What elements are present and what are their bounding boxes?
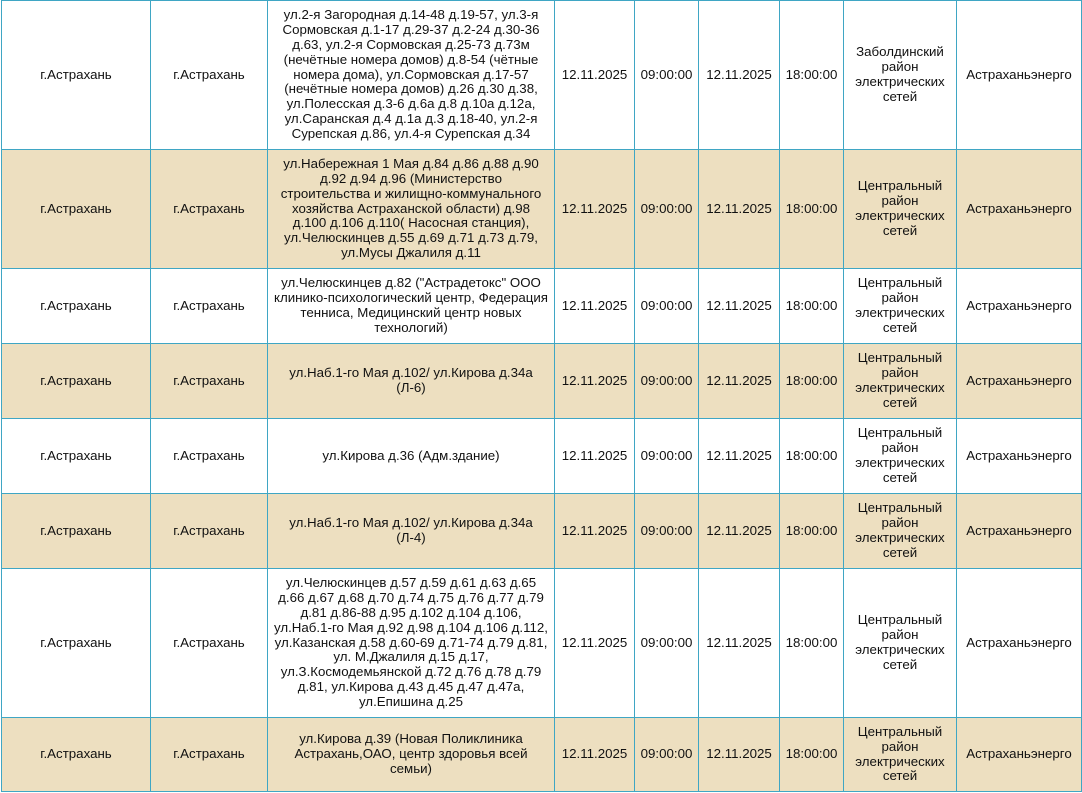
end-time-cell: 18:00:00 xyxy=(780,269,844,344)
end-date-cell: 12.11.2025 xyxy=(699,718,780,792)
end-date-cell: 12.11.2025 xyxy=(699,494,780,569)
end-date-cell: 12.11.2025 xyxy=(699,344,780,419)
region-cell: г.Астрахань xyxy=(2,1,151,150)
end-date-cell: 12.11.2025 xyxy=(699,1,780,150)
company-cell: Астраханьэнерго xyxy=(957,344,1082,419)
table-row xyxy=(2,419,1082,494)
city-cell: г.Астрахань xyxy=(151,494,268,569)
start-time-cell: 09:00:00 xyxy=(635,419,699,494)
address-cell: ул.Челюскинцев д.82 ("Астрадетокс" ООО клинико-психологический центр, Федерация тенниса, Медицинский центр новых технологий) xyxy=(268,269,555,344)
region-cell: г.Астрахань xyxy=(2,494,151,569)
table-row xyxy=(2,569,1082,718)
table-row xyxy=(2,718,1082,792)
table-row xyxy=(2,1,1082,150)
start-date-cell: 12.11.2025 xyxy=(555,1,635,150)
address-cell: ул.Набережная 1 Мая д.84 д.86 д.88 д.90 д.92 д.94 д.96 (Министерство строительства и жилищно-коммунального хозяйства Астраханской области) д.98 д.100 д.106 д.110( Насосная станция), ул.Челюскинцев д.55 д.69 д.71 д.73 д.79, ул.Мусы Джалиля д.11 xyxy=(268,150,555,269)
table-row xyxy=(2,344,1082,419)
address-cell: ул.2-я Загородная д.14-48 д.19-57, ул.3-я Сормовская д.1-17 д.29-37 д.2-24 д.30-36 д.63, ул.2-я Сормовская д.25-73 д.73м (нечётные номера домов) д.8-54 (чётные номера дома), ул.Сормовская д.17-57 (нечётные номера домов) д.26 д.30 д.38, ул.Полесская д.3-6 д.6а д.8 д.10а д.12а, ул.Саранская д.4 д.1а д.3 д.18-40, ул.2-я Сурепская д.86, ул.4-я Сурепская д.34 xyxy=(268,1,555,150)
district-cell: Центральный район электрических сетей xyxy=(844,150,957,269)
start-time-cell: 09:00:00 xyxy=(635,569,699,718)
outage-schedule-table xyxy=(1,0,1082,792)
city-cell: г.Астрахань xyxy=(151,419,268,494)
start-time-cell: 09:00:00 xyxy=(635,269,699,344)
city-cell: г.Астрахань xyxy=(151,150,268,269)
region-cell: г.Астрахань xyxy=(2,419,151,494)
start-date-cell: 12.11.2025 xyxy=(555,494,635,569)
address-cell: ул.Кирова д.36 (Адм.здание) xyxy=(268,419,555,494)
address-cell: ул.Челюскинцев д.57 д.59 д.61 д.63 д.65 д.66 д.67 д.68 д.70 д.74 д.75 д.76 д.77 д.79 д.81 д.86-88 д.95 д.102 д.104 д.106, ул.Наб.1-го Мая д.92 д.98 д.104 д.106 д.112, ул.Казанская д.58 д.60-69 д.71-74 д.79 д.81, ул. М.Джалиля д.15 д.17, ул.З.Космодемьянской д.72 д.76 д.78 д.79 д.81, ул.Кирова д.43 д.45 д.47 д.47а, ул.Епишина д.25 xyxy=(268,569,555,718)
end-time-cell: 18:00:00 xyxy=(780,569,844,718)
company-cell: Астраханьэнерго xyxy=(957,150,1082,269)
table-row xyxy=(2,150,1082,269)
region-cell: г.Астрахань xyxy=(2,344,151,419)
district-cell: Центральный район электрических сетей xyxy=(844,569,957,718)
company-cell: Астраханьэнерго xyxy=(957,269,1082,344)
district-cell: Центральный район электрических сетей xyxy=(844,419,957,494)
region-cell: г.Астрахань xyxy=(2,269,151,344)
end-time-cell: 18:00:00 xyxy=(780,718,844,792)
city-cell: г.Астрахань xyxy=(151,1,268,150)
region-cell: г.Астрахань xyxy=(2,718,151,792)
company-cell: Астраханьэнерго xyxy=(957,419,1082,494)
end-time-cell: 18:00:00 xyxy=(780,1,844,150)
start-date-cell: 12.11.2025 xyxy=(555,569,635,718)
start-time-cell: 09:00:00 xyxy=(635,494,699,569)
city-cell: г.Астрахань xyxy=(151,718,268,792)
address-cell: ул.Кирова д.39 (Новая Поликлиника Астрахань,ОАО, центр здоровья всей семьи) xyxy=(268,718,555,792)
address-cell: ул.Наб.1-го Мая д.102/ ул.Кирова д.34а (Л-6) xyxy=(268,344,555,419)
city-cell: г.Астрахань xyxy=(151,569,268,718)
start-date-cell: 12.11.2025 xyxy=(555,269,635,344)
company-cell: Астраханьэнерго xyxy=(957,718,1082,792)
district-cell: Центральный район электрических сетей xyxy=(844,269,957,344)
city-cell: г.Астрахань xyxy=(151,344,268,419)
company-cell: Астраханьэнерго xyxy=(957,1,1082,150)
start-time-cell: 09:00:00 xyxy=(635,344,699,419)
start-date-cell: 12.11.2025 xyxy=(555,344,635,419)
city-cell: г.Астрахань xyxy=(151,269,268,344)
district-cell: Центральный район электрических сетей xyxy=(844,494,957,569)
district-cell: Заболдинский район электрических сетей xyxy=(844,1,957,150)
region-cell: г.Астрахань xyxy=(2,569,151,718)
start-time-cell: 09:00:00 xyxy=(635,150,699,269)
address-cell: ул.Наб.1-го Мая д.102/ ул.Кирова д.34а (Л-4) xyxy=(268,494,555,569)
start-date-cell: 12.11.2025 xyxy=(555,718,635,792)
end-time-cell: 18:00:00 xyxy=(780,150,844,269)
end-date-cell: 12.11.2025 xyxy=(699,269,780,344)
company-cell: Астраханьэнерго xyxy=(957,494,1082,569)
district-cell: Центральный район электрических сетей xyxy=(844,718,957,792)
table-row xyxy=(2,269,1082,344)
end-date-cell: 12.11.2025 xyxy=(699,419,780,494)
start-time-cell: 09:00:00 xyxy=(635,718,699,792)
region-cell: г.Астрахань xyxy=(2,150,151,269)
start-time-cell: 09:00:00 xyxy=(635,1,699,150)
start-date-cell: 12.11.2025 xyxy=(555,150,635,269)
table-row xyxy=(2,494,1082,569)
end-time-cell: 18:00:00 xyxy=(780,344,844,419)
start-date-cell: 12.11.2025 xyxy=(555,419,635,494)
company-cell: Астраханьэнерго xyxy=(957,569,1082,718)
end-time-cell: 18:00:00 xyxy=(780,494,844,569)
end-date-cell: 12.11.2025 xyxy=(699,569,780,718)
end-date-cell: 12.11.2025 xyxy=(699,150,780,269)
district-cell: Центральный район электрических сетей xyxy=(844,344,957,419)
end-time-cell: 18:00:00 xyxy=(780,419,844,494)
